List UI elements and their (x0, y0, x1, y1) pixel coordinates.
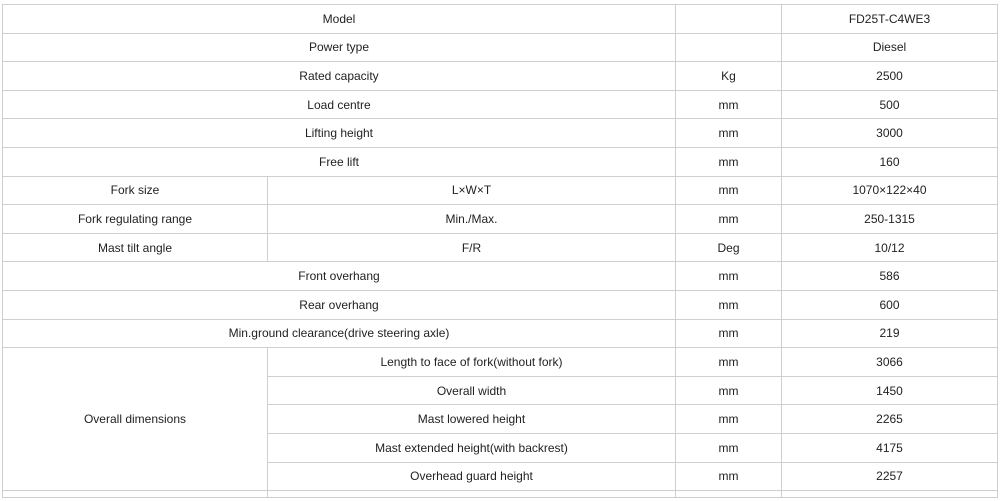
table-row (3, 290, 998, 319)
spec-value: 600 (782, 290, 998, 319)
spec-value: 250-1315 (782, 205, 998, 234)
spec-sublabel: F/R (268, 233, 676, 262)
spec-value: 1070×122×40 (782, 176, 998, 205)
spec-value: 10/12 (782, 233, 998, 262)
spec-label: Fork size (3, 176, 268, 205)
table-row (3, 147, 998, 176)
table-row (3, 62, 998, 91)
spec-label: Load centre (3, 90, 676, 119)
spec-unit: Kg (676, 62, 782, 91)
spec-unit (676, 33, 782, 62)
overall-dimensions-label: Overall dimensions (3, 348, 268, 491)
spec-value: 2257 (782, 462, 998, 491)
spec-value: 1450 (782, 376, 998, 405)
spec-label: Power type (3, 33, 676, 62)
spec-value: 3000 (782, 119, 998, 148)
table-row (3, 348, 998, 377)
spec-unit: mm (676, 376, 782, 405)
table-row (3, 33, 998, 62)
spec-unit: mm (676, 205, 782, 234)
spec-table (2, 4, 998, 498)
spec-sublabel: L×W×T (268, 176, 676, 205)
spec-unit: Deg (676, 233, 782, 262)
table-row (3, 319, 998, 348)
spec-sublabel: Length to face of fork(without fork) (268, 348, 676, 377)
spec-label: Model (3, 5, 676, 34)
spec-label: Front overhang (3, 262, 676, 291)
spec-sublabel: Mast extended height(with backrest) (268, 433, 676, 462)
spec-unit: mm (676, 119, 782, 148)
table-row (3, 119, 998, 148)
spec-unit: mm (676, 405, 782, 434)
spec-unit: mm (676, 290, 782, 319)
spec-label: Min.ground clearance(drive steering axle) (3, 319, 676, 348)
table-row (3, 233, 998, 262)
spec-label: Fork regulating range (3, 205, 268, 234)
spec-value: 219 (782, 319, 998, 348)
spec-unit: mm (676, 433, 782, 462)
table-row (3, 262, 998, 291)
spec-label: Rated capacity (3, 62, 676, 91)
spec-unit: mm (676, 147, 782, 176)
spec-unit: mm (676, 176, 782, 205)
spec-label: Mast tilt angle (3, 233, 268, 262)
spec-value: 160 (782, 147, 998, 176)
spec-sublabel: Overall width (268, 376, 676, 405)
spec-unit (676, 5, 782, 34)
spec-value: 3066 (782, 348, 998, 377)
spec-unit: mm (676, 462, 782, 491)
table-row (3, 176, 998, 205)
spec-unit: mm (676, 262, 782, 291)
spec-value: 500 (782, 90, 998, 119)
spec-label: Free lift (3, 147, 676, 176)
spec-value: 4175 (782, 433, 998, 462)
spec-sublabel: Min./Max. (268, 205, 676, 234)
spec-value: 586 (782, 262, 998, 291)
spec-unit: mm (676, 90, 782, 119)
spec-unit: mm (676, 319, 782, 348)
spec-unit: mm (676, 348, 782, 377)
spec-value: Diesel (782, 33, 998, 62)
table-row (3, 90, 998, 119)
spec-sublabel: Mast lowered height (268, 405, 676, 434)
spec-label: Lifting height (3, 119, 676, 148)
spec-value: 2265 (782, 405, 998, 434)
table-row (3, 5, 998, 34)
table-row (3, 205, 998, 234)
spec-sublabel: Overhead guard height (268, 462, 676, 491)
spec-value: FD25T-C4WE3 (782, 5, 998, 34)
spec-value: 2500 (782, 62, 998, 91)
spec-label: Rear overhang (3, 290, 676, 319)
